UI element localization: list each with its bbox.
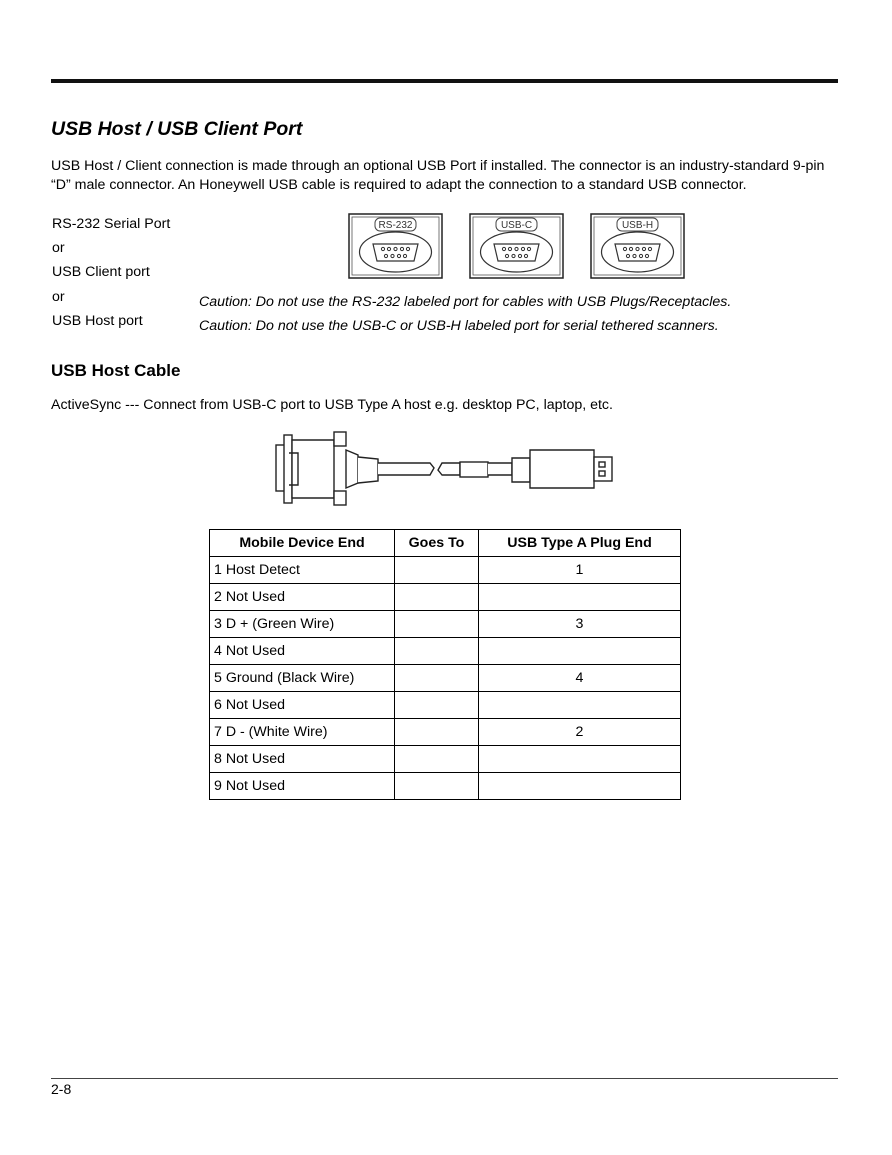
page-number: 2-8 [51, 1081, 72, 1097]
mobile-end-cell: 3 D + (Green Wire) [210, 611, 395, 638]
column-header: Mobile Device End [210, 530, 395, 557]
table-row [210, 692, 681, 719]
goes-to-cell [395, 638, 479, 665]
table-row [210, 638, 681, 665]
usb-plug-end-cell [479, 773, 681, 800]
usb-plug-end-cell [479, 638, 681, 665]
mobile-end-cell: 7 D - (White Wire) [210, 719, 395, 746]
port-option: USB Client port [52, 264, 150, 281]
goes-to-cell [395, 773, 479, 800]
column-header: Goes To [395, 530, 479, 557]
usb-plug-end-cell: 3 [479, 611, 681, 638]
port-option: RS-232 Serial Port [52, 216, 171, 232]
table-row [210, 665, 681, 692]
usb-plug-end-cell: 1 [479, 557, 681, 584]
activesync-description: ActiveSync --- Connect from USB-C port to USB Type A host e.g. desktop PC, laptop, etc. [51, 397, 613, 413]
mobile-end-cell: 4 Not Used [210, 638, 395, 665]
port-label: USB-C [500, 220, 533, 231]
mobile-end-cell: 2 Not Used [210, 584, 395, 611]
table-header-row [210, 530, 681, 557]
mobile-end-cell: 6 Not Used [210, 692, 395, 719]
intro-paragraph: USB Host / Client connection is made through an optional USB Port if installed. The connector is an industry-standard 9-pin “D” male connector. An Honeywell USB cable is required to adapt the connection to a standard USB connector. [51, 158, 825, 193]
goes-to-cell [395, 584, 479, 611]
port-option: USB Host port [52, 312, 143, 329]
port-option: or [52, 288, 65, 305]
table-row [210, 773, 681, 800]
table-row [210, 611, 681, 638]
pinout-table [209, 529, 681, 800]
goes-to-cell [395, 557, 479, 584]
usb-plug-end-cell: 2 [479, 719, 681, 746]
goes-to-cell [395, 611, 479, 638]
port-options-list [52, 212, 170, 333]
footer-rule [51, 1078, 838, 1079]
usb-host-cable-illustration [272, 430, 622, 510]
port-label: RS-232 [378, 220, 413, 231]
port-usbh-figure [591, 214, 684, 278]
table-row [210, 719, 681, 746]
header-rule [51, 79, 838, 83]
column-header: USB Type A Plug End [479, 530, 681, 557]
table-row [210, 746, 681, 773]
port-label: USB-H [621, 220, 654, 231]
port-rs232-figure [349, 214, 442, 278]
goes-to-cell [395, 692, 479, 719]
mobile-end-cell: 5 Ground (Black Wire) [210, 665, 395, 692]
mobile-end-cell: 8 Not Used [210, 746, 395, 773]
ports-illustration [348, 213, 688, 281]
port-option: or [52, 240, 65, 257]
usb-plug-end-cell [479, 584, 681, 611]
table-row [210, 584, 681, 611]
caution-rs232: Caution: Do not use the RS-232 labeled port for cables with USB Plugs/Receptacles. [199, 294, 732, 310]
usb-plug-end-cell [479, 746, 681, 773]
mobile-end-cell: 9 Not Used [210, 773, 395, 800]
port-usbc-figure [470, 214, 563, 278]
mobile-end-cell: 1 Host Detect [210, 557, 395, 584]
table-row [210, 557, 681, 584]
goes-to-cell [395, 746, 479, 773]
caution-usb-ports: Caution: Do not use the USB-C or USB-H labeled port for serial tethered scanners. [199, 318, 719, 334]
cable-section-title: USB Host Cable [51, 361, 181, 380]
goes-to-cell [395, 665, 479, 692]
usb-plug-end-cell: 4 [479, 665, 681, 692]
section-title: USB Host / USB Client Port [51, 118, 303, 140]
usb-plug-end-cell [479, 692, 681, 719]
goes-to-cell [395, 719, 479, 746]
